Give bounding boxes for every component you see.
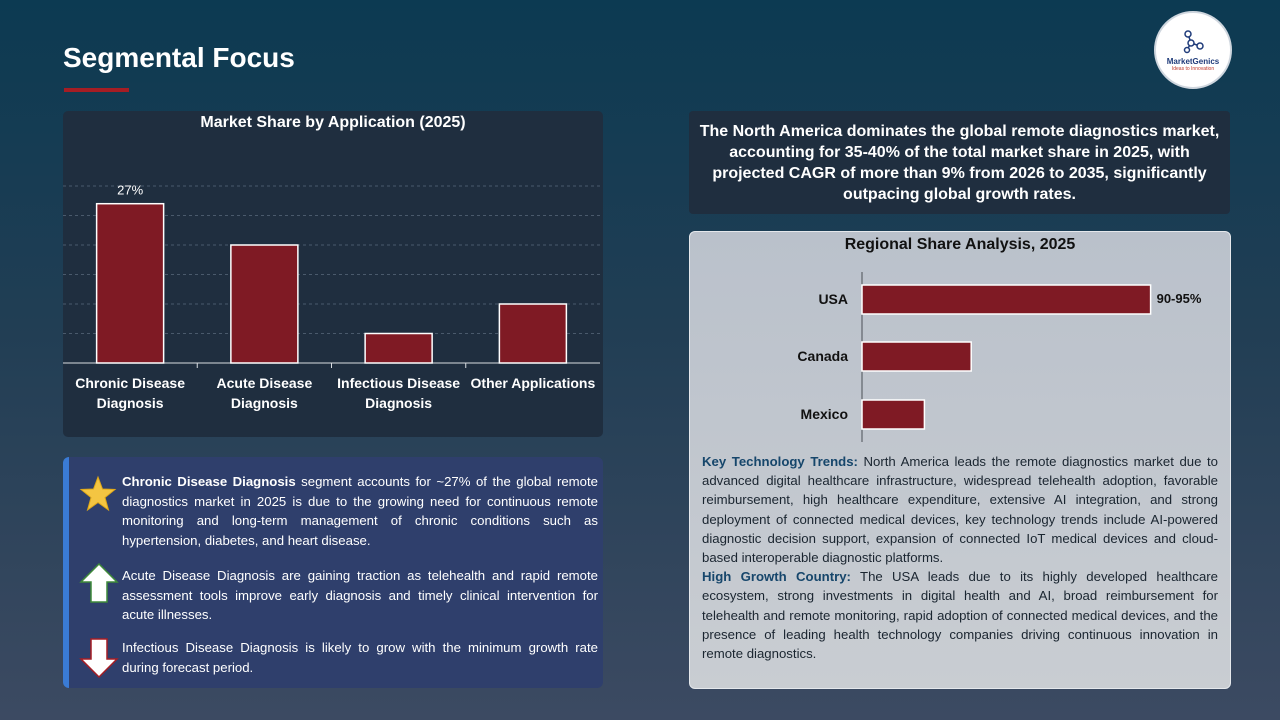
application-chart-title: Market Share by Application (2025): [200, 114, 466, 131]
bar-data-label: 27%: [117, 182, 144, 198]
bullet-chronic-bold: Chronic Disease Diagnosis: [122, 474, 296, 489]
region-label: USA: [818, 291, 848, 307]
bullet-infectious: [122, 638, 598, 677]
category-label: Acute Disease Diagnosis: [216, 375, 313, 411]
title-underline: [64, 88, 129, 92]
regional-share-panel: [689, 231, 1231, 689]
category-label: Chronic Disease Diagnosis: [75, 375, 185, 411]
region-bar-usa: [862, 285, 1151, 314]
bar-1: [97, 204, 164, 363]
molecule-logo-icon: [1180, 29, 1206, 55]
bullet-acute-text: Acute Disease Diagnosis are gaining traction as telehealth and rapid remote assessment tools improve early diagnosis and timely clinical intervention for acute illnesses.: [122, 568, 598, 622]
logo-tagline: Ideas to Innovation: [1171, 65, 1215, 72]
high-growth-text: The USA leads due to its highly developed healthcare ecosystem, strong investments in digital health and AI, broad reimbursement for telehealth and remote monitoring, rapid adoption of connected medical devices, and the presence of leading health technology companies driving continuous innovation in remote diagnostics.: [702, 569, 1219, 662]
region-value-label: 90-95%: [1156, 291, 1202, 306]
region-label: Canada: [797, 348, 848, 364]
arrow-down-icon: [79, 637, 119, 679]
bullet-infectious-text: Infectious Disease Diagnosis is likely to grow with the minimum growth rate during forecast period.: [122, 640, 598, 675]
arrow-up-icon: [79, 562, 119, 604]
high-growth-label: High Growth Country:: [702, 569, 851, 585]
segment-insights-panel: [63, 457, 603, 688]
north-america-summary: [689, 111, 1230, 214]
bar-2: [231, 245, 298, 363]
region-bar-mexico: [862, 400, 924, 429]
bullet-chronic-text: segment accounts for ~27% of the global remote diagnostics market in 2025 is due to the growing need for continuous remote monitoring and long-term management of chronic conditions such as hypertension, diabetes, and heart disease.: [122, 474, 599, 548]
key-trends-text: North America leads the remote diagnostics market due to advanced digital healthcare infrastructure, widespread telehealth adoption, favorable reimbursement, high healthcare expenditure, extensive AI integration, and strong deployment of connected medical devices, key technology trends include AI-powered diagnostic decision support, expansion of connected IoT medical devices and cloud-based interoperable diagnostic platforms.: [702, 454, 1218, 566]
logo-name: MarketGenics: [1166, 56, 1220, 66]
category-label: Other Applications: [470, 375, 596, 391]
bar-4: [499, 304, 566, 363]
region-bar-canada: [862, 342, 971, 371]
bar-3: [365, 334, 432, 364]
bullet-chronic: [122, 472, 598, 550]
application-chart-panel: [63, 111, 603, 437]
category-label: Infectious Disease Diagnosis: [337, 375, 461, 411]
regional-description: [702, 452, 1218, 663]
region-label: Mexico: [800, 406, 848, 422]
page-title: Segmental Focus: [63, 42, 295, 73]
key-trends-label: Key Technology Trends:: [702, 454, 858, 469]
regional-chart-title: Regional Share Analysis, 2025: [844, 236, 1076, 253]
star-icon: [79, 475, 117, 513]
company-logo: [1154, 11, 1232, 89]
bullet-acute: [122, 566, 598, 625]
summary-text: The North America dominates the global remote diagnostics market, accounting for 35-40% of the total market share in 2025, with projected CAGR of more than 9% from 2026 to 2035, significantly outpacing global growth rates.: [699, 122, 1220, 203]
